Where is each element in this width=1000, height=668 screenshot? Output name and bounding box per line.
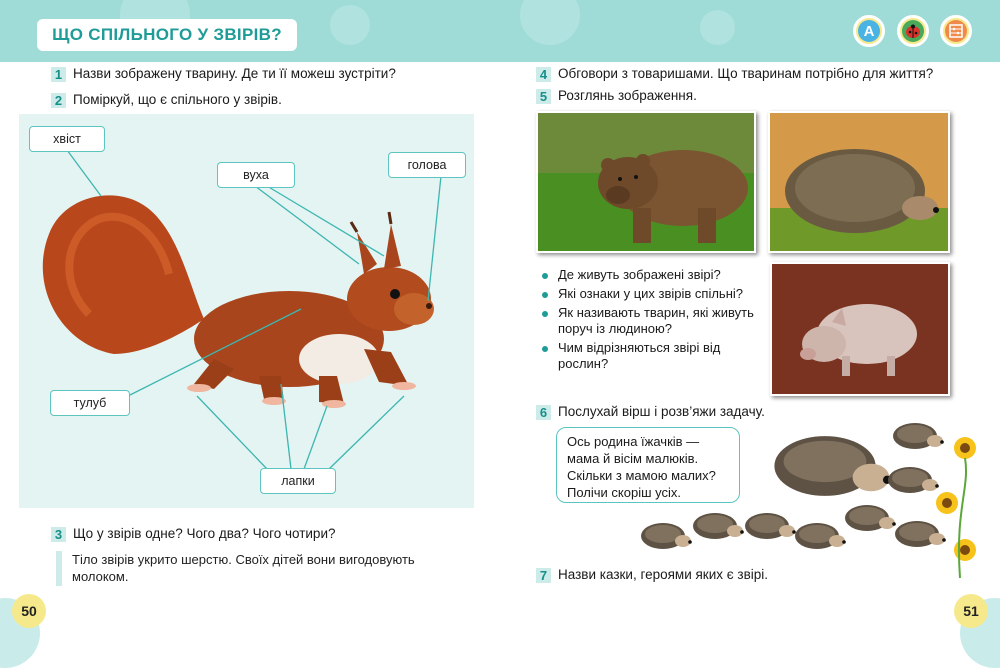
hedgehog-photo [768,111,950,253]
label-body: тулуб [50,390,130,416]
task-1-text: Назви зображену тварину. Де ти її можеш зустріти? [73,66,396,81]
letter-a-icon [853,15,885,47]
label-paws: лапки [260,468,336,494]
decor-bubble [330,5,370,45]
task-5-text: Розглянь зображення. [558,88,697,103]
question-text: Як називають тварин, які живуть поруч із людиною? [558,305,754,336]
bullet-icon [542,292,548,298]
question-text: Які ознаки у цих звірів спільні? [558,286,743,301]
hedgehog-image [770,113,948,251]
bullet-icon [542,311,548,317]
list-item [540,286,765,302]
task-1-number: 1 [51,67,66,82]
bullet-icon [542,273,548,279]
list-item [540,340,765,372]
poem-line: Ось родина їжачків — [567,434,700,449]
label-head: голова [388,152,466,178]
questions-list [540,267,765,375]
task-6-text: Послухай вірш і розв’яжи задачу. [558,404,765,419]
task-7-text: Назви казки, героями яких є звірі. [558,567,769,582]
poem-line: мама й вісім малюків. [567,451,699,466]
question-text: Де живуть зображені звірі? [558,267,721,282]
task-6-number: 6 [536,405,551,420]
task-4-number: 4 [536,67,551,82]
bear-image [538,113,754,251]
page-number-right: 51 [954,594,988,628]
task-4-text: Обговори з товаришами. Що тваринам потрібно для життя? [558,66,934,81]
task-3-number: 3 [51,527,66,542]
bear-photo [536,111,756,253]
label-ears: вуха [217,162,295,188]
pig-photo [770,262,950,396]
note-bar [56,551,62,586]
task-7-number: 7 [536,568,551,583]
poem-line: Полічи скоріш усіх. [567,485,681,500]
label-tail: хвіст [29,126,105,152]
hedgehog-family-illustration [635,418,995,588]
ladybug-icon [897,15,929,47]
abacus-icon [940,15,972,47]
decor-bubble [700,10,735,45]
pig-image [772,264,948,394]
list-item [540,267,765,283]
bullet-icon [542,346,548,352]
task-2-number: 2 [51,93,66,108]
page-title: ЩО СПІЛЬНОГО У ЗВІРІВ? [37,19,297,51]
page-number-left: 50 [12,594,46,628]
abacus-glyph [949,24,963,38]
note-text: Тіло звірів укрито шерстю. Своїх дітей вони вигодовують молоком. [72,552,415,584]
task-3-text: Що у звірів одне? Чого два? Чого чотири? [73,526,336,541]
question-text: Чим відрізняються звірі від рослин? [558,340,721,371]
ladybug-glyph [905,24,921,38]
task-2-text: Поміркуй, що є спільного у звірів. [73,92,282,107]
task-5-number: 5 [536,89,551,104]
letter-a-badge: A [858,20,880,42]
list-item [540,305,765,337]
squirrel-panel [19,114,474,508]
decor-bubble [520,0,580,45]
poem-line: Скільки з мамою малих? [567,468,716,483]
